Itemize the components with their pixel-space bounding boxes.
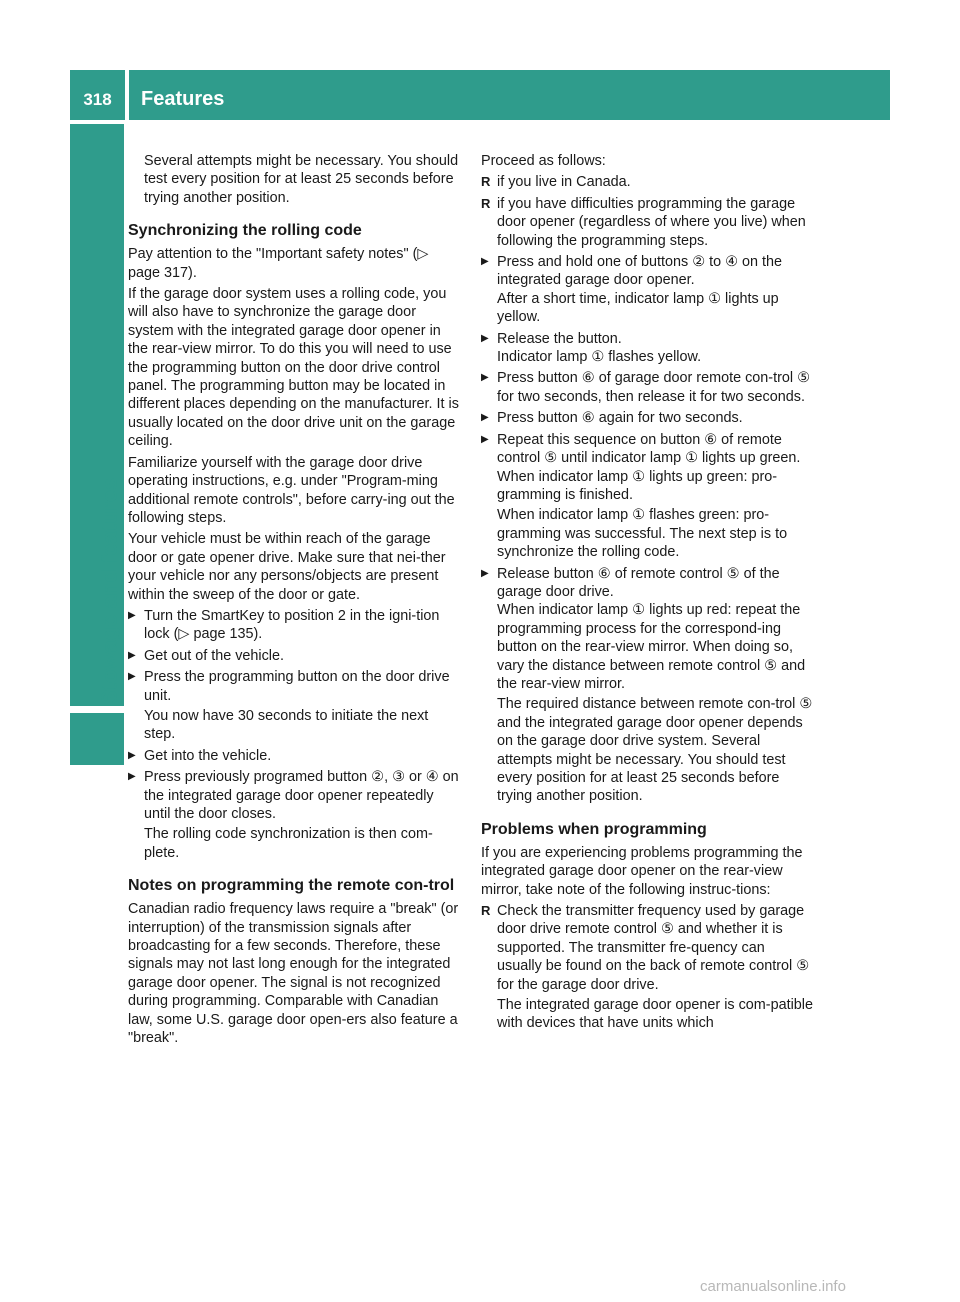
heading-problems: Problems when programming bbox=[481, 820, 707, 838]
step-note: After a short time, indicator lamp ① lights up yellow. bbox=[497, 290, 779, 326]
sidebar-block bbox=[70, 713, 124, 765]
paragraph: Several attempts might be necessary. You should test every position for at least 25 seconds before trying another position. bbox=[144, 153, 459, 206]
step-item bbox=[128, 607, 460, 644]
step-item bbox=[128, 647, 460, 665]
step-item bbox=[481, 369, 813, 406]
step-note: Indicator lamp ① flashes yellow. bbox=[497, 349, 702, 366]
paragraph: Familiarize yourself with the garage door drive operating instructions, e.g. under "Program-ming additional remote controls", before carry-ing out the following steps. bbox=[128, 454, 455, 526]
bullet-item bbox=[481, 195, 813, 250]
step-note: When indicator lamp ① flashes green: pro-gramming was successful. The next step is to synchronize the rolling code. bbox=[497, 507, 788, 561]
bullet-text: if you have difficulties programming the garage door opener (regardless of where you live) when following the programming steps. bbox=[497, 195, 806, 249]
paragraph: If you are experiencing problems programming the integrated garage door opener on the rear-view mirror, take note of the following instruc-tions: bbox=[481, 844, 803, 898]
right-column bbox=[481, 152, 813, 1036]
step-note: You now have 30 seconds to initiate the next step. bbox=[144, 707, 429, 743]
step-item bbox=[481, 253, 813, 327]
paragraph: Proceed as follows: bbox=[481, 153, 606, 169]
paragraph: Canadian radio frequency laws require a "break" (or interruption) of the transmission signals after broadcasting for a few seconds. Therefore, these signals may not last long enough for the integrated garage door opener. The signal is not recognized during programming. Comparable with Canadian law, some U.S. garage door open-ers also feature a "break". bbox=[128, 901, 459, 1047]
step-note: When indicator lamp ① lights up green: pro-gramming is finished. bbox=[497, 468, 778, 503]
step-text: Release the button. bbox=[497, 330, 622, 347]
paragraph: If the garage door system uses a rolling code, you will also have to synchronize the garage door system with the integrated garage door opener in the rear-view mirror. To do this you will need to use the programming button on the door drive control panel. The programming button may be located in different places depending on the manufacturer. It is usually located on the door drive unit on the garage ceiling. bbox=[128, 286, 459, 450]
bullet-note: The integrated garage door opener is com-patible with devices that have units which bbox=[497, 997, 813, 1032]
paragraph: Your vehicle must be within reach of the garage door or gate opener drive. Make sure that nei-ther your vehicle nor any persons/objects are present within the sweep of the door or gate. bbox=[128, 531, 446, 603]
step-text: Get out of the vehicle. bbox=[144, 647, 284, 664]
step-item bbox=[481, 565, 813, 806]
step-note: The rolling code synchronization is then com-plete. bbox=[144, 826, 433, 861]
step-item bbox=[481, 409, 813, 427]
step-text: Turn the SmartKey to position 2 in the igni-tion lock (▷ page 135). bbox=[144, 607, 440, 643]
step-item bbox=[128, 747, 460, 765]
watermark: carmanualsonline.info bbox=[700, 1278, 846, 1295]
heading-synchronizing: Synchronizing the rolling code bbox=[128, 222, 362, 240]
bullet-text: Check the transmitter frequency used by garage door drive remote control ⑤ and whether it is supported. The transmitter fre-quency can usually be found on the back of remote control ⑤ for the garage door drive. bbox=[497, 903, 810, 993]
bullet-item bbox=[481, 902, 813, 1033]
step-note: When indicator lamp ① lights up red: repeat the programming process for the correspond-ing button on the rear-view mirror. When doing so, vary the distance between remote control ⑤ and the rear-view mirror. bbox=[497, 602, 806, 692]
step-item bbox=[481, 431, 813, 562]
step-text: Get into the vehicle. bbox=[144, 747, 272, 764]
step-text: Release button ⑥ of remote control ⑤ of the garage door drive. bbox=[497, 565, 780, 600]
heading-notes: Notes on programming the remote con-trol bbox=[128, 877, 455, 895]
step-text: Press previously programed button ②, ③ or ④ on the integrated garage door opener repeatedly until the door closes. bbox=[144, 769, 459, 822]
page-number: 318 bbox=[70, 70, 125, 120]
step-text: Press the programming button on the door drive unit. bbox=[144, 669, 450, 704]
bullet-item bbox=[481, 173, 813, 191]
sidebar-section-title: Stowage and features bbox=[97, 477, 122, 705]
step-item bbox=[128, 668, 460, 744]
bullet-text: if you live in Canada. bbox=[497, 174, 631, 191]
paragraph: Pay attention to the "Important safety notes" (▷ page 317). bbox=[128, 246, 429, 281]
step-text: Press button ⑥ again for two seconds. bbox=[497, 410, 743, 427]
step-text: Press button ⑥ of garage door remote con-trol ⑤ for two seconds, then release it for two seconds. bbox=[497, 370, 810, 405]
left-column bbox=[128, 152, 460, 1050]
step-item bbox=[481, 330, 813, 367]
page-header-title: Features bbox=[129, 70, 890, 120]
step-text: Repeat this sequence on button ⑥ of remote control ⑤ until indicator lamp ① lights up green. bbox=[497, 431, 801, 467]
step-text: Press and hold one of buttons ② to ④ on the integrated garage door opener. bbox=[497, 254, 783, 289]
step-note: The required distance between remote con-trol ⑤ and the integrated garage door opener depends on the garage door drive system. Several attempts might be necessary. You should test every position for at least 25 seconds before trying another position. bbox=[497, 696, 813, 805]
step-item bbox=[128, 768, 460, 862]
